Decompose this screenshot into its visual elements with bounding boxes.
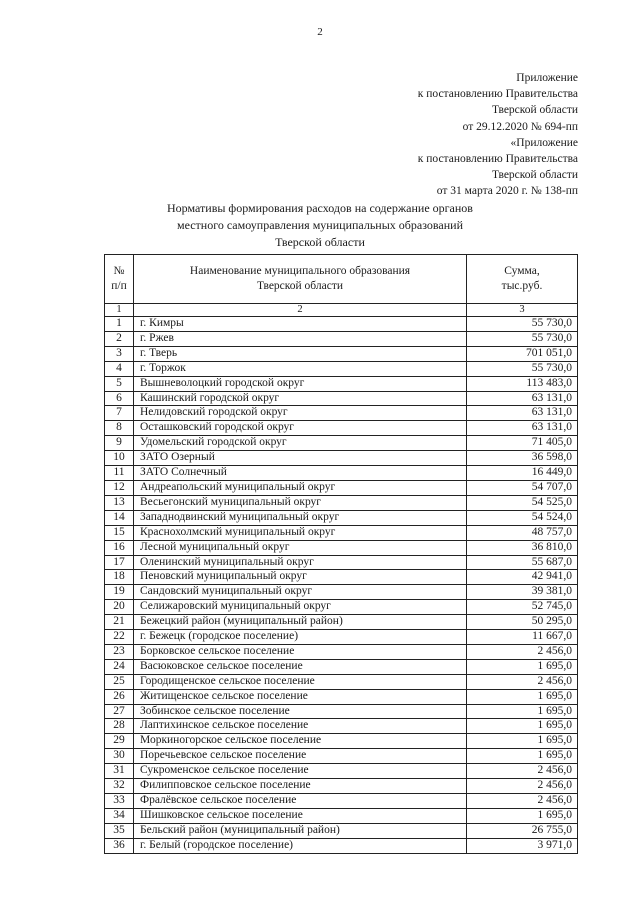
- amount: 36 598,0: [467, 451, 578, 466]
- table-row: [105, 630, 578, 645]
- row-number: 26: [105, 689, 134, 704]
- table-row: [105, 823, 578, 838]
- row-number: 13: [105, 495, 134, 510]
- table-header-row: [105, 255, 578, 304]
- amount: 2 456,0: [467, 644, 578, 659]
- municipality-name: Оленинский муниципальный округ: [134, 555, 467, 570]
- municipality-name: Моркиногорское сельское поселение: [134, 734, 467, 749]
- appendix-line: Приложение: [516, 72, 578, 84]
- amount: 39 381,0: [467, 585, 578, 600]
- municipality-name: Зобинское сельское поселение: [134, 704, 467, 719]
- table-row: [105, 719, 578, 734]
- row-number: 21: [105, 615, 134, 630]
- norms-table: [104, 254, 578, 854]
- appendix-line: Тверской области: [492, 169, 578, 182]
- header-name: [134, 255, 467, 304]
- municipality-name: Краснохолмский муниципальный округ: [134, 525, 467, 540]
- municipality-name: Поречьевское сельское поселение: [134, 749, 467, 764]
- row-number: 30: [105, 749, 134, 764]
- amount: 11 667,0: [467, 630, 578, 645]
- amount: 54 707,0: [467, 480, 578, 495]
- municipality-name: Западнодвинский муниципальный округ: [134, 510, 467, 525]
- municipality-name: Пеновский муниципальный округ: [134, 570, 467, 585]
- row-number: 28: [105, 719, 134, 734]
- table-row: [105, 659, 578, 674]
- municipality-name: Весьегонский муниципальный округ: [134, 495, 467, 510]
- header-number-line1: №: [113, 265, 125, 277]
- row-number: 24: [105, 659, 134, 674]
- table-row: [105, 436, 578, 451]
- row-number: 16: [105, 540, 134, 555]
- table-row: [105, 600, 578, 615]
- title-line: Тверской области: [275, 235, 365, 249]
- amount: 52 745,0: [467, 600, 578, 615]
- appendix-line: от 31 марта 2020 г. № 138-пп: [436, 185, 578, 198]
- table-row: [105, 406, 578, 421]
- amount: 1 695,0: [467, 704, 578, 719]
- appendix-line: к постановлению Правительства: [417, 88, 578, 101]
- header-sum: [467, 255, 578, 304]
- table-row: [105, 361, 578, 376]
- table-row: [105, 331, 578, 346]
- municipality-name: Васюковское сельское поселение: [134, 659, 467, 674]
- municipality-name: г. Тверь: [134, 346, 467, 361]
- amount: 26 755,0: [467, 823, 578, 838]
- amount: 2 456,0: [467, 779, 578, 794]
- amount: 1 695,0: [467, 719, 578, 734]
- municipality-name: Филипповское сельское поселение: [134, 779, 467, 794]
- row-number: 36: [105, 838, 134, 853]
- table-row: [105, 689, 578, 704]
- table-body: [105, 317, 578, 854]
- row-number: 22: [105, 630, 134, 645]
- amount: 63 131,0: [467, 406, 578, 421]
- amount: 701 051,0: [467, 346, 578, 361]
- table-row: [105, 421, 578, 436]
- row-number: 25: [105, 674, 134, 689]
- row-number: 15: [105, 525, 134, 540]
- appendix-line: Тверской области: [492, 104, 578, 117]
- row-number: 33: [105, 794, 134, 809]
- row-number: 19: [105, 585, 134, 600]
- row-number: 23: [105, 644, 134, 659]
- row-number: 32: [105, 779, 134, 794]
- table-row: [105, 615, 578, 630]
- column-number: 2: [134, 304, 467, 317]
- municipality-name: Сандовский муниципальный округ: [134, 585, 467, 600]
- table-row: [105, 794, 578, 809]
- table-row: [105, 749, 578, 764]
- municipality-name: Андреапольский муниципальный округ: [134, 480, 467, 495]
- column-number: 1: [105, 304, 134, 317]
- municipality-name: Кашинский городской округ: [134, 391, 467, 406]
- row-number: 2: [105, 331, 134, 346]
- header-name-line2: Тверской области: [257, 280, 343, 292]
- row-number: 34: [105, 808, 134, 823]
- table-row: [105, 555, 578, 570]
- amount: 113 483,0: [467, 376, 578, 391]
- amount: 63 131,0: [467, 421, 578, 436]
- appendix-header: [418, 70, 578, 200]
- table-row: [105, 779, 578, 794]
- header-sum-line2: тыс.руб.: [501, 280, 543, 292]
- table-row: [105, 317, 578, 332]
- amount: 1 695,0: [467, 734, 578, 749]
- header-sum-line1: Сумма,: [504, 265, 540, 277]
- row-number: 9: [105, 436, 134, 451]
- municipality-name: Фралёвское сельское поселение: [134, 794, 467, 809]
- row-number: 29: [105, 734, 134, 749]
- table-row: [105, 391, 578, 406]
- municipality-name: Бельский район (муниципальный район): [134, 823, 467, 838]
- row-number: 11: [105, 466, 134, 481]
- amount: 16 449,0: [467, 466, 578, 481]
- municipality-name: Городищенское сельское поселение: [134, 674, 467, 689]
- amount: 2 456,0: [467, 794, 578, 809]
- table-row: [105, 674, 578, 689]
- table-row: [105, 570, 578, 585]
- row-number: 7: [105, 406, 134, 421]
- municipality-name: ЗАТО Солнечный: [134, 466, 467, 481]
- table-row: [105, 525, 578, 540]
- appendix-line: к постановлению Правительства: [417, 153, 578, 166]
- municipality-name: Удомельский городской округ: [134, 436, 467, 451]
- amount: 2 456,0: [467, 674, 578, 689]
- municipality-name: Житищенское сельское поселение: [134, 689, 467, 704]
- row-number: 31: [105, 764, 134, 779]
- amount: 1 695,0: [467, 749, 578, 764]
- table-row: [105, 346, 578, 361]
- amount: 55 730,0: [467, 361, 578, 376]
- row-number: 10: [105, 451, 134, 466]
- municipality-name: Борковское сельское поселение: [134, 644, 467, 659]
- municipality-name: Лесной муниципальный округ: [134, 540, 467, 555]
- page-number: 2: [317, 26, 323, 38]
- table-row: [105, 764, 578, 779]
- table-row: [105, 704, 578, 719]
- row-number: 20: [105, 600, 134, 615]
- municipality-name: ЗАТО Озерный: [134, 451, 467, 466]
- appendix-line: «Приложение: [510, 136, 578, 149]
- title-line: Нормативы формирования расходов на содержание органов: [167, 201, 473, 215]
- header-number: [105, 255, 134, 304]
- row-number: 35: [105, 823, 134, 838]
- municipality-name: Сукроменское сельское поселение: [134, 764, 467, 779]
- row-number: 14: [105, 510, 134, 525]
- municipality-name: г. Ржев: [134, 331, 467, 346]
- table-row: [105, 644, 578, 659]
- table-row: [105, 495, 578, 510]
- municipality-name: Лаптихинское сельское поселение: [134, 719, 467, 734]
- table-row: [105, 585, 578, 600]
- amount: 42 941,0: [467, 570, 578, 585]
- table-row: [105, 466, 578, 481]
- table-row: [105, 376, 578, 391]
- municipality-name: г. Торжок: [134, 361, 467, 376]
- amount: 54 524,0: [467, 510, 578, 525]
- amount: 1 695,0: [467, 808, 578, 823]
- table-row: [105, 838, 578, 853]
- title-line: местного самоуправления муниципальных образований: [177, 218, 463, 232]
- municipality-name: Шишковское сельское поселение: [134, 808, 467, 823]
- row-number: 27: [105, 704, 134, 719]
- row-number: 18: [105, 570, 134, 585]
- amount: 1 695,0: [467, 689, 578, 704]
- row-number: 1: [105, 317, 134, 332]
- amount: 3 971,0: [467, 838, 578, 853]
- amount: 48 757,0: [467, 525, 578, 540]
- row-number: 12: [105, 480, 134, 495]
- amount: 55 687,0: [467, 555, 578, 570]
- municipality-name: г. Белый (городское поселение): [134, 838, 467, 853]
- document-title: [0, 200, 640, 251]
- amount: 50 295,0: [467, 615, 578, 630]
- amount: 1 695,0: [467, 659, 578, 674]
- row-number: 8: [105, 421, 134, 436]
- row-number: 5: [105, 376, 134, 391]
- header-number-line2: п/п: [111, 280, 127, 292]
- header-name-line1: Наименование муниципального образования: [189, 265, 411, 277]
- appendix-line: от 29.12.2020 № 694-пп: [462, 120, 578, 133]
- table-row: [105, 734, 578, 749]
- amount: 55 730,0: [467, 317, 578, 332]
- municipality-name: Селижаровский муниципальный округ: [134, 600, 467, 615]
- row-number: 4: [105, 361, 134, 376]
- amount: 54 525,0: [467, 495, 578, 510]
- column-number-row: [105, 304, 578, 317]
- amount: 55 730,0: [467, 331, 578, 346]
- row-number: 6: [105, 391, 134, 406]
- row-number: 3: [105, 346, 134, 361]
- amount: 63 131,0: [467, 391, 578, 406]
- table-row: [105, 480, 578, 495]
- table-row: [105, 451, 578, 466]
- table-row: [105, 540, 578, 555]
- municipality-name: Вышневолоцкий городской округ: [134, 376, 467, 391]
- row-number: 17: [105, 555, 134, 570]
- table-row: [105, 808, 578, 823]
- amount: 2 456,0: [467, 764, 578, 779]
- municipality-name: г. Кимры: [134, 317, 467, 332]
- table-row: [105, 510, 578, 525]
- amount: 36 810,0: [467, 540, 578, 555]
- municipality-name: Осташковский городской округ: [134, 421, 467, 436]
- amount: 71 405,0: [467, 436, 578, 451]
- column-number: 3: [467, 304, 578, 317]
- municipality-name: г. Бежецк (городское поселение): [134, 630, 467, 645]
- municipality-name: Бежецкий район (муниципальный район): [134, 615, 467, 630]
- municipality-name: Нелидовский городской округ: [134, 406, 467, 421]
